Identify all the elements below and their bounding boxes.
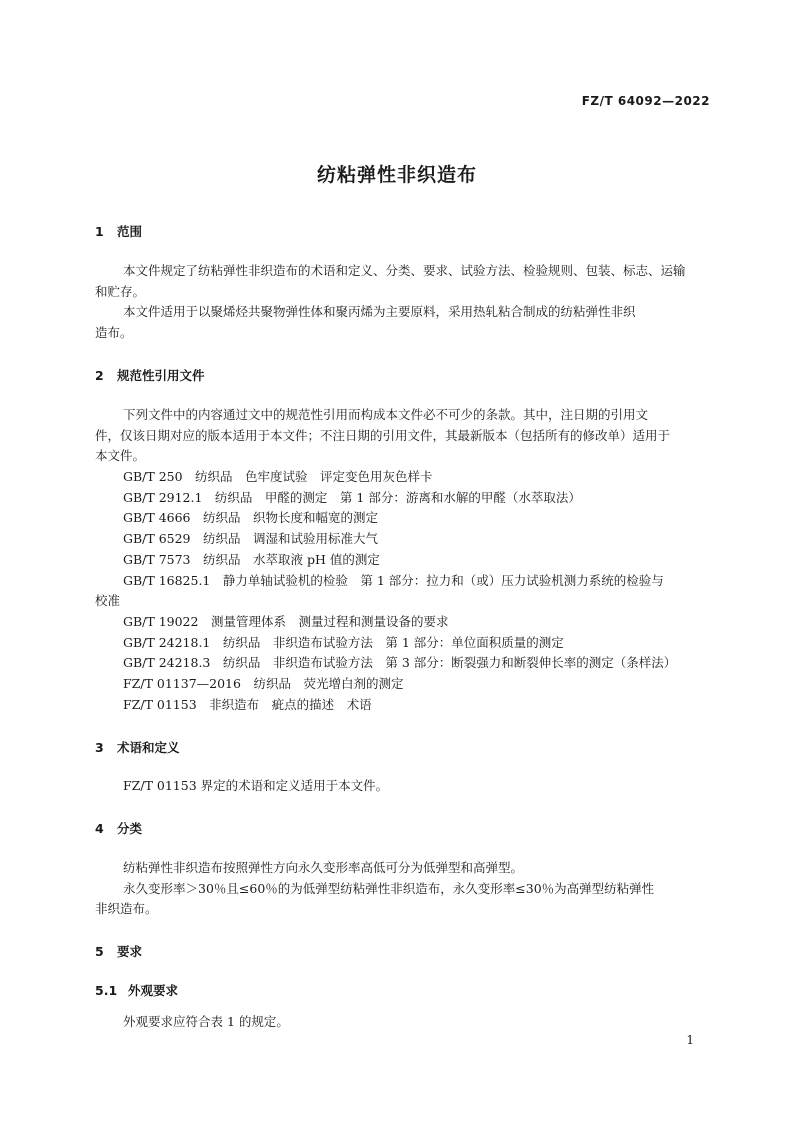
section-2-body (95, 405, 711, 715)
text-line: 永久变形率＞30％且≤60％的为低弹型纺粘弹性非织造布，永久变形率≤30％为高弹型纺粘弹性 (123, 880, 655, 896)
reference-item: GB/T 6529 纺织品 调湿和试验用标准大气 (123, 531, 379, 547)
text-line: 本文件。 (95, 448, 146, 464)
section-number: 2 (95, 368, 104, 383)
section-3-body (95, 776, 711, 797)
text-line: 纺粘弹性非织造布按照弹性方向永久变形率高低可分为低弹型和高弹型。 (123, 860, 524, 875)
section-4-heading (95, 819, 142, 837)
section-title: 范围 (117, 224, 143, 239)
text-line: 非织造布。 (95, 901, 158, 917)
section-title: 规范性引用文件 (117, 368, 205, 383)
section-title: 要求 (117, 944, 143, 959)
section-1-heading (95, 222, 142, 240)
text-line: 和贮存。 (95, 283, 146, 299)
section-5-1-heading (95, 981, 178, 999)
section-number: 1 (95, 224, 104, 239)
reference-item: GB/T 16825.1 静力单轴试验机的检验 第 1 部分：拉力和（或）压力试验机测力系统的检验与 (123, 572, 664, 588)
reference-item: FZ/T 01153 非织造布 疵点的描述 术语 (123, 696, 372, 712)
text-line: 本文件适用于以聚烯烃共聚物弹性体和聚丙烯为主要原料，采用热轧粘合制成的纺粘弹性非织 (123, 304, 636, 320)
section-number: 5.1 (95, 983, 118, 998)
text-line: FZ/T 01153 界定的术语和定义适用于本文件。 (123, 778, 389, 793)
section-number: 4 (95, 821, 104, 836)
section-2-heading (95, 366, 205, 384)
section-5-1-body (95, 1012, 711, 1033)
reference-item: GB/T 24218.1 纺织品 非织造布试验方法 第 1 部分：单位面积质量的测定 (123, 634, 564, 650)
document-title: 纺粘弹性非织造布 (316, 164, 477, 186)
page-number: 1 (686, 1033, 694, 1047)
section-number: 5 (95, 944, 104, 959)
section-title: 术语和定义 (117, 740, 180, 755)
section-title: 外观要求 (128, 983, 179, 998)
text-line: 外观要求应符合表 1 的规定。 (123, 1014, 289, 1029)
reference-item: GB/T 4666 纺织品 织物长度和幅宽的测定 (123, 510, 379, 526)
section-3-heading (95, 738, 180, 756)
text-line: 下列文件中的内容通过文中的规范性引用而构成本文件必不可少的条款。其中，注日期的引用文 (123, 407, 649, 422)
reference-item: FZ/T 01137—2016 纺织品 荧光增白剂的测定 (123, 675, 404, 691)
reference-item: GB/T 24218.3 纺织品 非织造布试验方法 第 3 部分：断裂强力和断裂伸长率的测定（条样法） (123, 655, 677, 671)
reference-item: GB/T 7573 纺织品 水萃取液 pH 值的测定 (123, 551, 380, 567)
reference-item: GB/T 250 纺织品 色牢度试验 评定变色用灰色样卡 (123, 469, 433, 485)
reference-item: GB/T 2912.1 纺织品 甲醛的测定 第 1 部分：游离和水解的甲醛（水萃取法） (123, 489, 581, 505)
reference-item: GB/T 19022 测量管理体系 测量过程和测量设备的要求 (123, 613, 449, 629)
section-number: 3 (95, 740, 104, 755)
reference-item-continuation: 校准 (95, 593, 121, 609)
section-title: 分类 (117, 821, 143, 836)
section-1-body (95, 261, 711, 344)
standard-code: FZ/T 64092—2022 (581, 94, 710, 108)
section-4-body (95, 858, 711, 920)
section-5-heading (95, 942, 142, 960)
text-line: 本文件规定了纺粘弹性非织造布的术语和定义、分类、要求、试验方法、检验规则、包装、标志、运输 (123, 263, 686, 278)
text-line: 件，仅该日期对应的版本适用于本文件；不注日期的引用文件，其最新版本（包括所有的修改单）适用于 (95, 427, 671, 443)
text-line: 造布。 (95, 325, 133, 341)
